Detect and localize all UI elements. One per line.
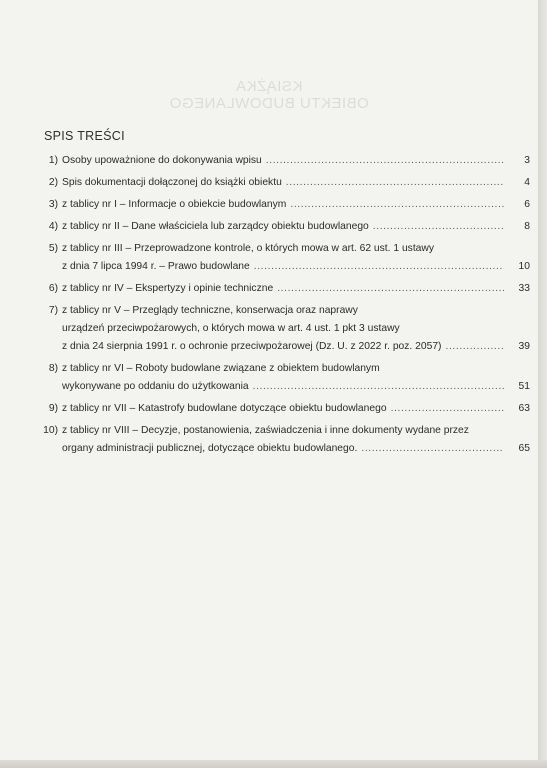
- dot-leader: [286, 174, 504, 192]
- toc-entry-text: z tablicy nr III – Przeprowadzone kontrole, o których mowa w art. 62 ust. 1 ustawy: [62, 243, 434, 254]
- dot-leader: [445, 338, 504, 356]
- toc-entry-number: 1): [48, 155, 58, 166]
- toc-entry-number: 10): [43, 425, 58, 436]
- toc-entry-page-number: 51: [518, 381, 530, 392]
- dot-leader: [266, 152, 504, 170]
- dot-leader: [254, 258, 504, 276]
- dot-leader: [277, 280, 504, 298]
- dot-leader: [373, 218, 504, 236]
- toc-entry-line: [30, 152, 530, 170]
- toc-entry-line: [30, 320, 530, 338]
- toc-entry-page-number: 6: [524, 199, 530, 210]
- toc-entry-page-number: 33: [518, 283, 530, 294]
- toc-entry-line: [30, 174, 530, 192]
- toc-entry: [30, 152, 530, 170]
- toc-entry-line: [30, 378, 530, 396]
- toc-entry: [30, 174, 530, 192]
- toc-entry-line: [30, 440, 530, 458]
- toc-entry-text: wykonywane po oddaniu do użytkowania: [62, 381, 249, 392]
- table-of-contents: [30, 152, 530, 462]
- toc-entry-line: [30, 258, 530, 276]
- toc-entry: [30, 360, 530, 396]
- toc-entry: [30, 196, 530, 214]
- toc-entry-number: 5): [48, 243, 58, 254]
- toc-entry-page-number: 4: [524, 177, 530, 188]
- toc-entry-page-number: 39: [518, 341, 530, 352]
- toc-entry-number: 8): [48, 363, 58, 374]
- toc-entry-line: [30, 240, 530, 258]
- page-bottom-edge: [0, 760, 547, 768]
- bleed-through-heading-line-2: OBIEKTU BUDOWLANEGO: [169, 95, 369, 112]
- toc-entry-text: z tablicy nr II – Dane właściciela lub zarządcy obiektu budowlanego: [62, 221, 369, 232]
- dot-leader: [361, 440, 504, 458]
- toc-entry-text: z dnia 7 lipca 1994 r. – Prawo budowlane: [62, 261, 250, 272]
- toc-entry: [30, 422, 530, 458]
- toc-entry: [30, 240, 530, 276]
- toc-entry-page-number: 10: [518, 261, 530, 272]
- toc-entry-text: organy administracji publicznej, dotyczące obiektu budowlanego.: [62, 443, 358, 454]
- toc-entry-text: Spis dokumentacji dołączonej do książki obiektu: [62, 177, 282, 188]
- toc-entry-page-number: 65: [518, 443, 530, 454]
- bleed-through-heading-line-1: KSIĄŻKA: [235, 78, 303, 95]
- toc-entry-number: 4): [48, 221, 58, 232]
- toc-entry: [30, 302, 530, 356]
- toc-entry-line: [30, 422, 530, 440]
- toc-entry-text: Osoby upoważnione do dokonywania wpisu: [62, 155, 262, 166]
- dot-leader: [391, 400, 504, 418]
- toc-entry-number: 2): [48, 177, 58, 188]
- toc-entry-text: z tablicy nr VII – Katastrofy budowlane dotyczące obiektu budowlanego: [62, 403, 387, 414]
- toc-entry-line: [30, 400, 530, 418]
- toc-entry-number: 7): [48, 305, 58, 316]
- toc-entry-page-number: 3: [524, 155, 530, 166]
- toc-entry-text: z tablicy nr I – Informacje o obiekcie budowlanym: [62, 199, 287, 210]
- toc-entry-number: 3): [48, 199, 58, 210]
- toc-entry-line: [30, 280, 530, 298]
- toc-entry-line: [30, 338, 530, 356]
- toc-entry-page-number: 63: [518, 403, 530, 414]
- page-edge: [538, 0, 547, 768]
- dot-leader: [253, 378, 504, 396]
- toc-entry-text: z tablicy nr VIII – Decyzje, postanowienia, zaświadczenia i inne dokumenty wydane przez: [62, 425, 469, 436]
- toc-entry-line: [30, 360, 530, 378]
- toc-entry-text: z tablicy nr IV – Ekspertyzy i opinie techniczne: [62, 283, 274, 294]
- toc-entry-text: urządzeń przeciwpożarowych, o których mowa w art. 4 ust. 1 pkt 3 ustawy: [62, 323, 400, 334]
- toc-entry-line: [30, 218, 530, 236]
- toc-entry-line: [30, 302, 530, 320]
- dot-leader: [290, 196, 504, 214]
- toc-entry-number: 9): [48, 403, 58, 414]
- toc-entry-line: [30, 196, 530, 214]
- toc-entry: [30, 280, 530, 298]
- toc-entry-text: z dnia 24 sierpnia 1991 r. o ochronie przeciwpożarowej (Dz. U. z 2022 r. poz. 2057): [62, 341, 442, 352]
- toc-entry-page-number: 8: [524, 221, 530, 232]
- toc-entry-text: z tablicy nr V – Przeglądy techniczne, konserwacja oraz naprawy: [62, 305, 358, 316]
- toc-entry: [30, 400, 530, 418]
- toc-entry-text: z tablicy nr VI – Roboty budowlane związane z obiektem budowlanym: [62, 363, 380, 374]
- toc-entry: [30, 218, 530, 236]
- toc-entry-number: 6): [48, 283, 58, 294]
- toc-title: SPIS TREŚCI: [44, 129, 125, 143]
